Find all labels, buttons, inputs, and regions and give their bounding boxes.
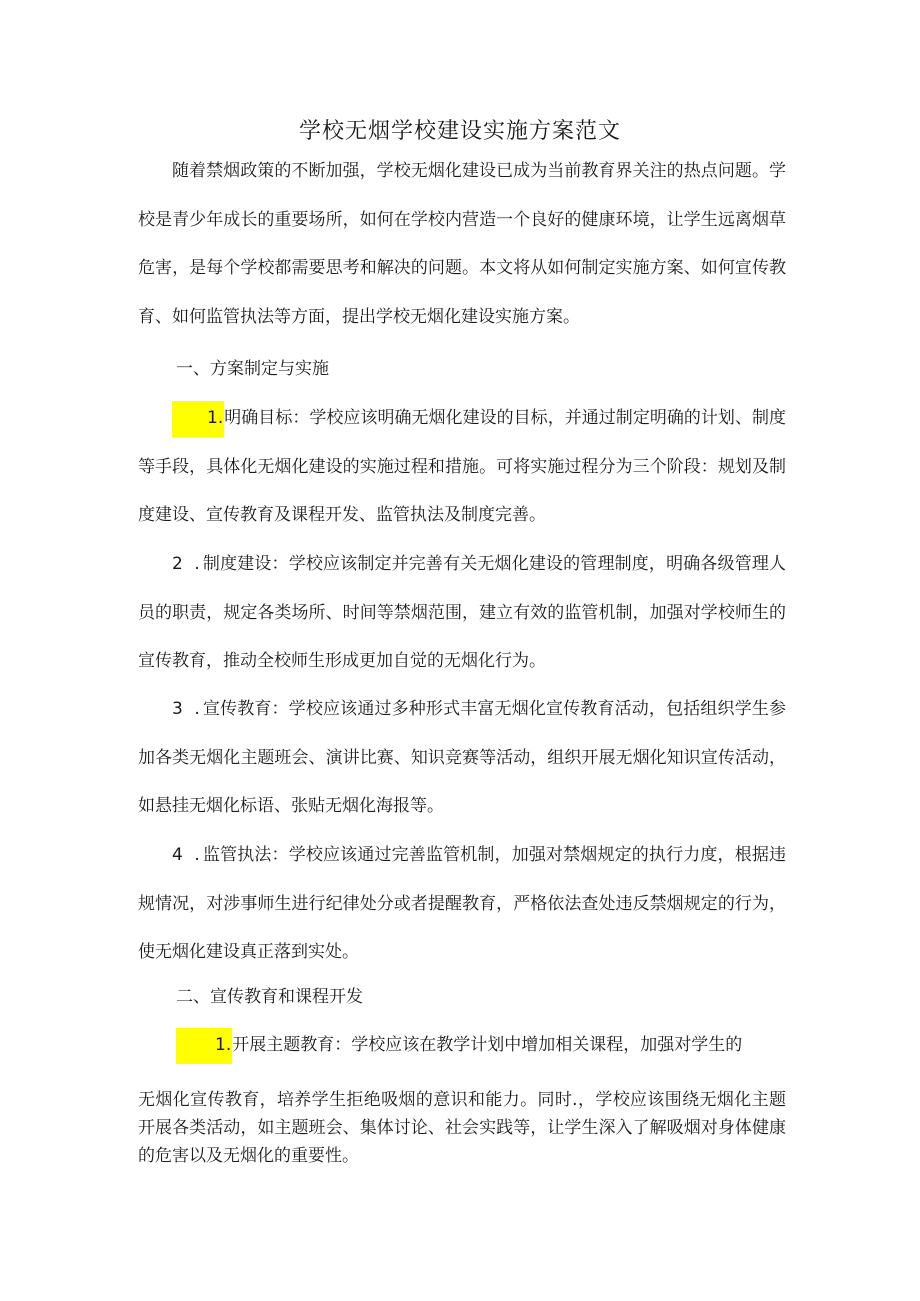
section-1-item-1 (138, 394, 786, 540)
section-1-item-2 (138, 540, 786, 686)
section-1-item-3 (138, 685, 786, 831)
document-title: 学校无烟学校建设实施方案范文 (298, 119, 621, 144)
item-text: 制度建设：学校应该制定并完善有关无烟化建设的管理制度，明确各级管理人员的职责，规定各类场所、时间等禁烟范围，建立有效的监管机制，加强对学校师生的宣传教育，推动全校师生形成更加自觉的无烟化行为。 (138, 554, 787, 671)
section-2-heading: 二、宣传教育和课程开发 (176, 987, 363, 1007)
section-2-item-1-line (138, 1021, 786, 1070)
item-text: 监管执法：学校应该通过完善监管机制，加强对禁烟规定的执行力度，根据违规情况，对涉事师生进行纪律处分或者提醒教育，严格依法查处违反禁烟规定的行为，使无烟化建设真正落到实处。 (138, 845, 787, 962)
item-number: 4 . (172, 845, 203, 865)
highlight-marker: 1. (176, 1028, 232, 1064)
intro-paragraph: 随着禁烟政策的不断加强，学校无烟化建设已成为当前教育界关注的热点问题。学校是青少年成长的重要场所，如何在学校内营造一个良好的健康环境，让学生远离烟草危害，是每个学校都需要思考和解决的问题。本文将从如何制定实施方案、如何宣传教育、如何监管执法等方面，提出学校无烟化建设实施方案。 (138, 161, 786, 327)
highlight-marker: 1. (172, 401, 224, 437)
section-1-heading: 一、方案制定与实施 (176, 359, 329, 379)
item-number: 2 . (172, 554, 203, 574)
section-1-item-4 (138, 831, 786, 977)
item-text: 明确目标：学校应该明确无烟化建设的目标，并通过制定明确的计划、制度等手段，具体化无烟化建设的实施过程和措施。可将实施过程分为三个阶段：规划及制度建设、宣传教育及课程开发、监管执法及制度完善。 (138, 408, 786, 525)
item-text: 宣传教育：学校应该通过多种形式丰富无烟化宣传教育活动，包括组织学生参加各类无烟化主题班会、演讲比赛、知识竞赛等活动，组织开展无烟化知识宣传活动，如悬挂无烟化标语、张贴无烟化海报等。 (138, 699, 787, 816)
section-2-item-1-continuation: 无烟化宣传教育，培养学生拒绝吸烟的意识和能力。同时.，学校应该围绕无烟化主题开展各类活动，如主题班会、集体讨论、社会实践等，让学生深入了解吸烟对身体健康的危害以及无烟化的重要性。 (138, 1090, 786, 1166)
item-number: 3 . (172, 699, 203, 719)
item-text: 开展主题教育：学校应该在教学计划中增加相关课程，加强对学生的 (232, 1035, 743, 1055)
